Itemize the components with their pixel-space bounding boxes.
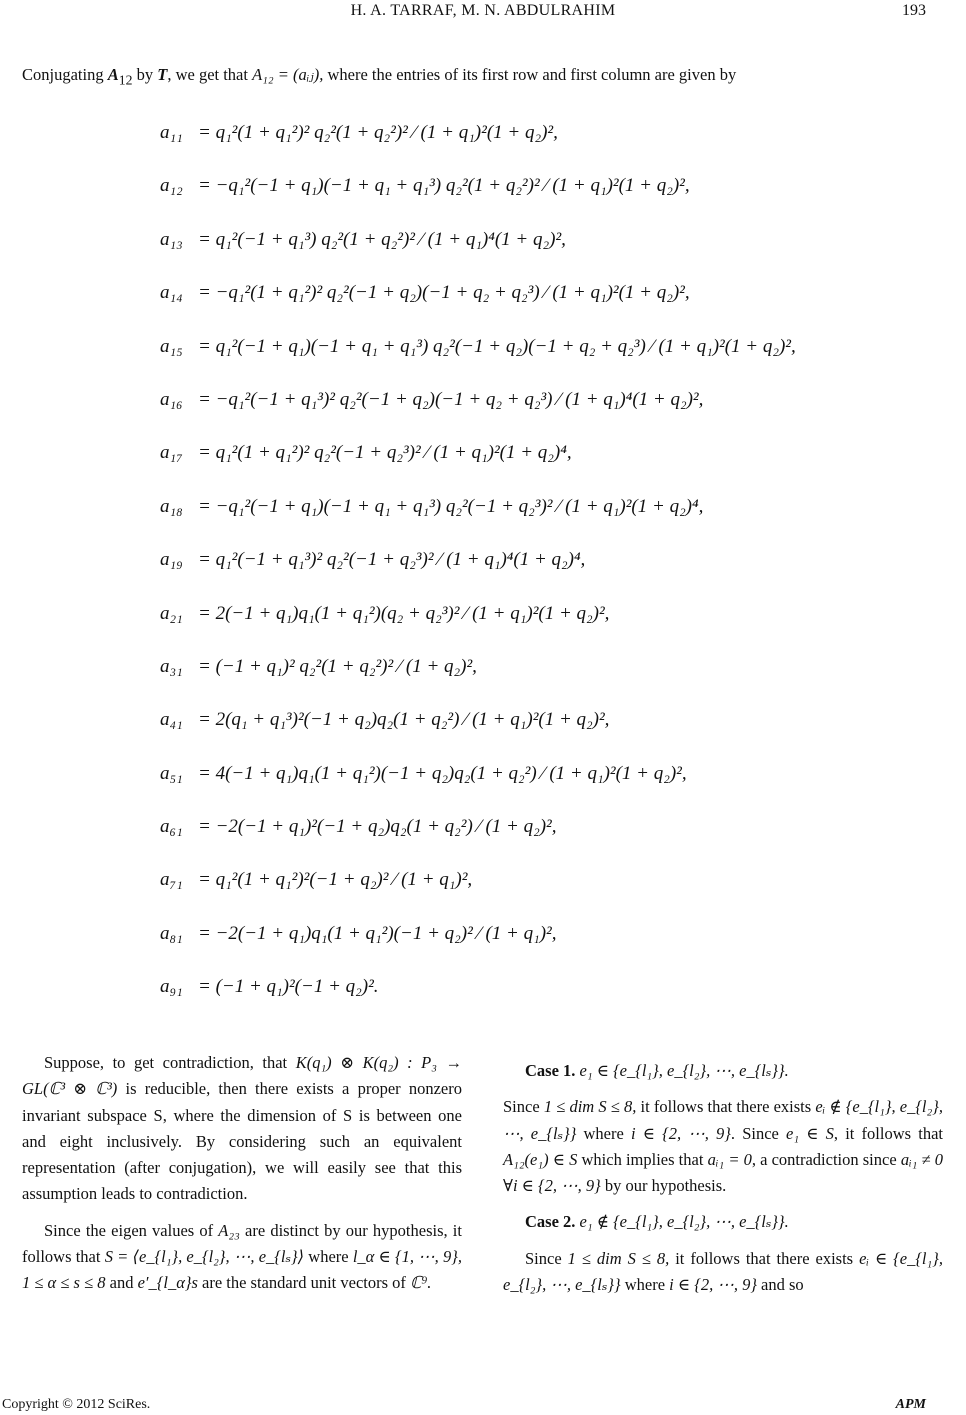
equation-list — [160, 110, 920, 1018]
math-inline: aᵢ₁ = 0 — [707, 1149, 752, 1169]
case-1-title: Case 1. — [525, 1061, 576, 1080]
math-inline: ℂ⁹. — [410, 1273, 432, 1293]
math-inline: 1 ≤ α ≤ s ≤ 8 — [22, 1273, 106, 1293]
equation: a₁₆ = −q₁²(−1 + q₁³)² q₂²(−1 + q₂)(−1 + q₂ + q₂³) ⁄ (1 + q₁)⁴(1 + q₂)², — [160, 388, 704, 410]
math-inline: S = ⟨e_{l₁}, e_{l₂}, ⋯, e_{lₛ}⟩ — [104, 1247, 305, 1267]
case-2-title: Case 2. — [525, 1212, 576, 1232]
paragraph: Since 1 ≤ dim S ≤ 8, it follows that there exists eᵢ ∈ {e_{l₁}, e_{l₂}, ⋯, e_{lₛ}} where i ∈ {2, ⋯, 9} and so — [503, 1248, 943, 1295]
equation: a₃₁ = (−1 + q₁)² q₂²(1 + q₂²)² ⁄ (1 + q₂)², — [160, 655, 477, 677]
paragraph: Since 1 ≤ dim S ≤ 8, it follows that there exists eᵢ ∉ {e_{l₁}, e_{l₂}, ⋯, e_{lₛ}} where i ∈ {2, ⋯, 9}. Since e₁ ∈ S, it follows that A₁₂(e₁) ∈ S which implies that aᵢ₁ = 0, a contradiction since aᵢ₁ ≠ 0 ∀i ∈ {2, ⋯, 9} by our hypothesis. — [503, 1097, 943, 1196]
math-inline: A₁₂(e₁) ∈ S — [503, 1149, 578, 1169]
math-inline: e₁ ∈ {e_{l₁}, e_{l₂}, ⋯, e_{lₛ}}. — [579, 1061, 789, 1080]
equation: a₉₁ = (−1 + q₁)²(−1 + q₂)². — [160, 976, 379, 998]
symbol-t: T — [157, 65, 168, 84]
matrix-expression: A₁₂ = (aᵢⱼ), — [252, 65, 324, 84]
equation: a₁₁ = q₁²(1 + q₁²)² q₂²(1 + q₂²)² ⁄ (1 + q₁)²(1 + q₂)², — [160, 122, 558, 143]
math-inline: 1 ≤ dim S ≤ 8, — [567, 1248, 670, 1268]
copyright-notice: Copyright © 2012 SciRes. — [2, 1397, 151, 1412]
page-number: 193 — [902, 2, 926, 19]
equation: a₁₉ = q₁²(−1 + q₁³)² q₂²(−1 + q₂³)² ⁄ (1 + q₁)⁴(1 + q₂)⁴, — [160, 549, 586, 571]
equation: a₁₅ = q₁²(−1 + q₁)(−1 + q₁ + q₁³) q₂²(−1 + q₂)(−1 + q₂ + q₂³) ⁄ (1 + q₁)²(1 + q₂)², — [160, 335, 796, 357]
paragraph: Since the eigen values of A₂₃ are distinct by our hypothesis, it follows that S = ⟨e_{l₁}, e_{l₂}, ⋯, e_{lₛ}⟩ where l_α ∈ {1, ⋯, 9}, 1 ≤ α ≤ s ≤ 8 and e′_{l_α}s are the standard unit vectors of ℂ⁹. — [22, 1220, 463, 1293]
math-inline: 1 ≤ dim S ≤ 8, — [543, 1097, 637, 1117]
equation: a₈₁ = −2(−1 + q₁)q₁(1 + q₁²)(−1 + q₂)² ⁄ (1 + q₁)², — [160, 922, 557, 944]
math-inline: i ∈ {2, ⋯, 9} — [630, 1123, 731, 1143]
math-inline: e′_{l_α}s — [137, 1273, 198, 1293]
page-header — [0, 2, 966, 24]
equation: a₁₃ = q₁²(−1 + q₁³) q₂²(1 + q₂²)² ⁄ (1 + q₁)⁴(1 + q₂)², — [160, 228, 566, 250]
math-inline: K(q₁) ⊗ K(q₂) : P₃ → GL(ℂ³ ⊗ ℂ³) — [22, 1053, 462, 1099]
equation: a₂₁ = 2(−1 + q₁)q₁(1 + q₁²)(q₂ + q₂³)² ⁄ (1 + q₁)²(1 + q₂)², — [160, 602, 610, 624]
intro-sentence: Conjugating $A_{12}$ by T, we get that A₁₂ = (aᵢⱼ), where the entries of its first row and first column are given by — [22, 65, 737, 88]
math-inline: aᵢ₁ ≠ 0 ∀i ∈ {2, ⋯, 9} — [503, 1149, 943, 1196]
equation: a₄₁ = 2(q₁ + q₁³)²(−1 + q₂)q₂(1 + q₂²) ⁄ (1 + q₁)²(1 + q₂)², — [160, 709, 610, 731]
math-inline: eᵢ ∉ {e_{l₁}, e_{l₂}, ⋯, e_{lₛ}} — [503, 1097, 943, 1143]
equation: a₁₈ = −q₁²(−1 + q₁)(−1 + q₁ + q₁³) q₂²(−1 + q₂³)² ⁄ (1 + q₁)²(1 + q₂)⁴, — [160, 495, 704, 517]
right-column — [503, 1058, 943, 1308]
paragraph: Suppose, to get contradiction, that K(q₁) ⊗ K(q₂) : P₃ → GL(ℂ³ ⊗ ℂ³) is reducible, then there exists a proper nonzero invariant subspace S, where the dimension of S is between one and eight inclusively. By considering such an equivalent representation (after conjugation), we will easily see that this assumption leads to contradiction. — [22, 1053, 463, 1204]
page-footer — [0, 1397, 966, 1413]
equation: a₆₁ = −2(−1 + q₁)²(−1 + q₂)q₂(1 + q₂²) ⁄ (1 + q₂)², — [160, 816, 557, 838]
equation: a₁₇ = q₁²(1 + q₁²)² q₂²(−1 + q₂³)² ⁄ (1 + q₁)²(1 + q₂)⁴, — [160, 442, 572, 464]
math-inline: e₁ ∈ S — [786, 1123, 834, 1143]
math-inline: e₁ ∉ {e_{l₁}, e_{l₂}, ⋯, e_{lₛ}}. — [579, 1212, 789, 1232]
running-title: H. A. TARRAF, M. N. ABDULRAHIM — [350, 2, 616, 19]
equation: a₁₂ = −q₁²(−1 + q₁)(−1 + q₁ + q₁³) q₂²(1 + q₂²)² ⁄ (1 + q₁)²(1 + q₂)², — [160, 175, 690, 197]
math-inline: l_α ∈ {1, ⋯, 9}, — [352, 1247, 463, 1267]
case-heading — [503, 1058, 943, 1084]
math-inline: eᵢ ∈ {e_{l₁}, e_{l₂}, ⋯, e_{lₛ}} — [503, 1248, 943, 1295]
equation: a₅₁ = 4(−1 + q₁)q₁(1 + q₁²)(−1 + q₂)q₂(1 + q₂²) ⁄ (1 + q₁)²(1 + q₂)², — [160, 762, 687, 784]
case-heading — [503, 1209, 943, 1235]
symbol-a: A — [107, 65, 119, 84]
journal-abbreviation: APM — [895, 1397, 926, 1412]
equation: a₁₄ = −q₁²(1 + q₁²)² q₂²(−1 + q₂)(−1 + q₂ + q₂³) ⁄ (1 + q₁)²(1 + q₂)², — [160, 282, 690, 304]
math-inline: i ∈ {2, ⋯, 9} — [669, 1275, 757, 1295]
equation: a₇₁ = q₁²(1 + q₁²)²(−1 + q₂)² ⁄ (1 + q₁)², — [160, 869, 473, 891]
left-column — [22, 1050, 462, 1307]
math-inline: A₂₃ — [218, 1220, 240, 1240]
